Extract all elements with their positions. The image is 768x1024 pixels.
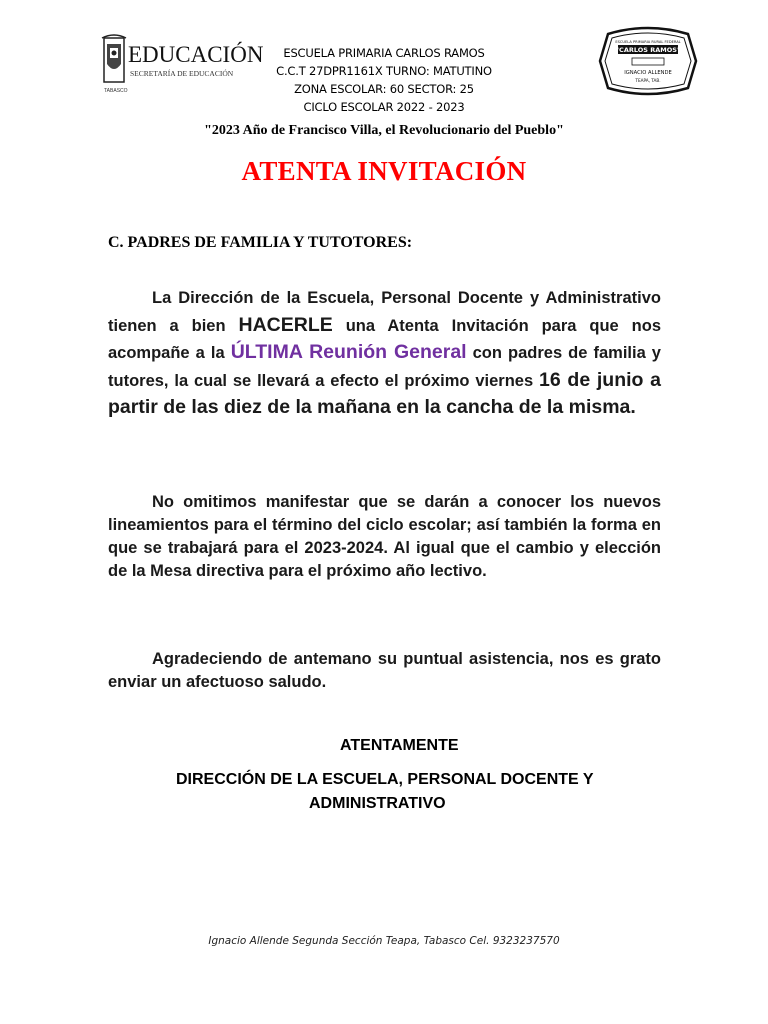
meeting-name: ÚLTIMA Reunión General bbox=[230, 341, 467, 363]
agenda-paragraph: No omitimos manifestar que se darán a conocer los nuevos lineamientos para el término del ciclo escolar; así también la forma en que se trabajará para el 2023-2024. Al igual que el cambio y elección de la Mesa directiva para el próximo año lectivo. bbox=[108, 493, 661, 580]
school-seal bbox=[596, 26, 700, 96]
salutation: C. PADRES DE FAMILIA Y TUTOTORES: bbox=[108, 234, 413, 251]
meeting-date: 16 de junio a partir de las diez de la mañana en la cancha de la misma. bbox=[108, 368, 661, 418]
emphasis-hacerle: HACERLE bbox=[238, 313, 333, 336]
ciclo-line: CICLO ESCOLAR 2022 - 2023 bbox=[303, 100, 465, 114]
school-header bbox=[230, 44, 538, 116]
zona-line: ZONA ESCOLAR: 60 SECTOR: 25 bbox=[294, 82, 474, 96]
svg-text:TABASCO: TABASCO bbox=[104, 88, 128, 94]
signature-line-1: DIRECCIÓN DE LA ESCUELA, PERSONAL DOCENTE Y bbox=[176, 771, 594, 788]
school-name: ESCUELA PRIMARIA CARLOS RAMOS bbox=[283, 46, 485, 60]
cct-line: C.C.T 27DPR1161X TURNO: MATUTINO bbox=[276, 64, 492, 78]
svg-text:SECRETARÍA DE EDUCACIÓN: SECRETARÍA DE EDUCACIÓN bbox=[130, 69, 234, 78]
thanks-paragraph: Agradeciendo de antemano su puntual asistencia, nos es grato enviar un afectuoso saludo. bbox=[108, 650, 661, 691]
invitation-paragraph: La Dirección de la Escuela, Personal Docente y Administrativo tienen a bien HACERLE una Atenta Invitación para que nos acompañe a la ÚLTIMA Reunión General con padres de familia y tutores, la cual se llevará a efecto el próximo viernes 16 de junio a partir de las diez de la mañana en la cancha de la misma. bbox=[108, 289, 661, 418]
footer-address: Ignacio Allende Segunda Sección Teapa, Tabasco Cel. 9323237570 bbox=[208, 935, 560, 947]
closing-atentamente: ATENTAMENTE bbox=[340, 737, 459, 754]
signature-line-2: ADMINISTRATIVO bbox=[309, 795, 446, 812]
page-title: ATENTA INVITACIÓN bbox=[241, 156, 527, 186]
coat-of-arms-icon bbox=[102, 35, 126, 82]
svg-text:ESCUELA PRIMARIA RURAL FEDERAL: ESCUELA PRIMARIA RURAL FEDERAL bbox=[615, 40, 681, 44]
logo-text: EDUCACIÓN bbox=[128, 42, 264, 67]
svg-text:TEAPA, TAB.: TEAPA, TAB. bbox=[635, 78, 661, 83]
signature-block bbox=[176, 768, 594, 816]
education-logo bbox=[100, 34, 264, 96]
svg-text:"CARLOS RAMOS": "CARLOS RAMOS" bbox=[615, 46, 681, 54]
year-motto: "2023 Año de Francisco Villa, el Revolucionario del Pueblo" bbox=[204, 123, 564, 138]
svg-text:IGNACIO ALLENDE: IGNACIO ALLENDE bbox=[624, 70, 672, 76]
